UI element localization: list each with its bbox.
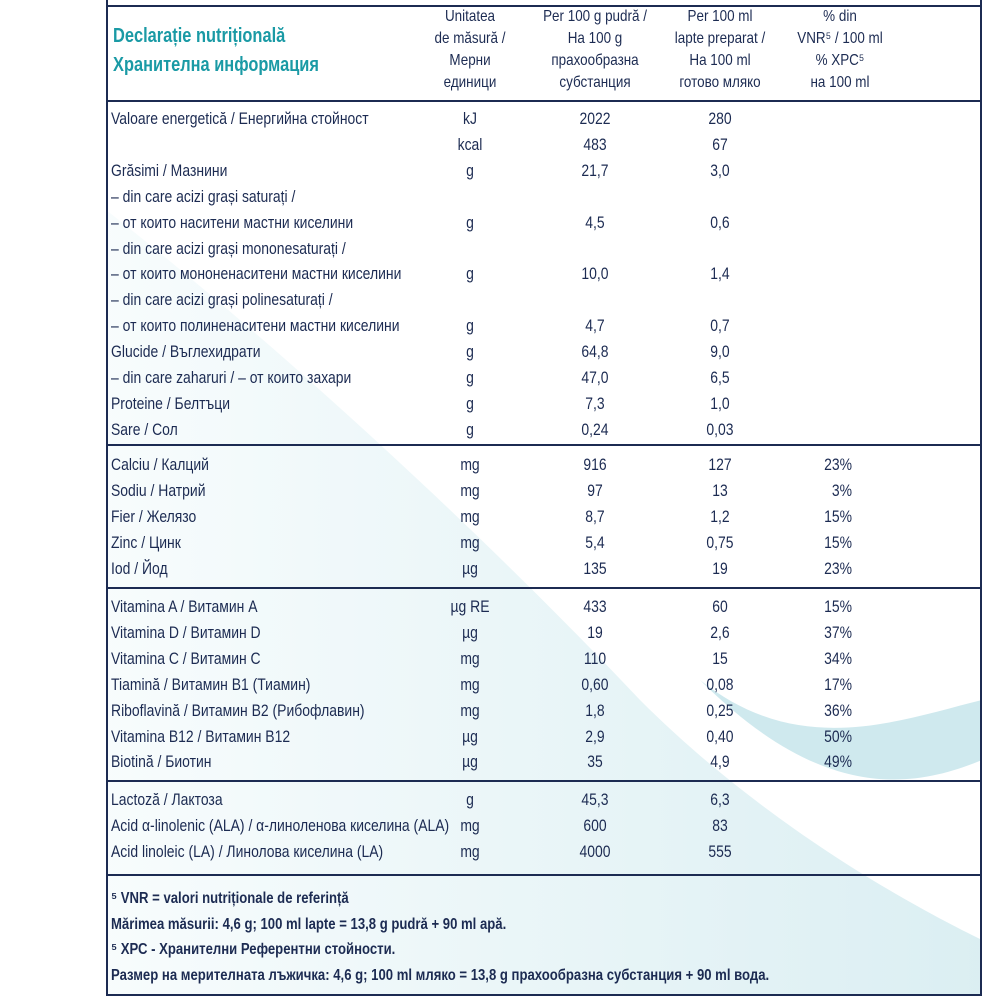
table-row: [0, 749, 1000, 775]
cell-p1: 433: [583, 597, 607, 616]
cell-p1: 4,5: [585, 212, 605, 232]
cell-unit: g: [466, 212, 474, 232]
table-row: [0, 530, 1000, 556]
header-line: VNR⁵ / 100 ml: [797, 30, 883, 47]
cell-label: – от които мононенаситени мастни киселини: [111, 264, 402, 284]
cell-label: Fier / Желязо: [111, 506, 197, 526]
table-title: [113, 22, 319, 80]
cell-p2: 0,75: [706, 532, 734, 552]
cell-p3: 23%: [824, 455, 852, 474]
column-header-unit: [428, 6, 512, 94]
header-line: % ХРС⁵: [815, 52, 865, 69]
cell-p1: 0,24: [581, 419, 609, 439]
cell-p1: 0,60: [581, 674, 609, 694]
cell-p3: 17%: [824, 674, 852, 694]
header-line: На 100 g: [567, 30, 623, 47]
cell-p1: 110: [583, 648, 607, 668]
cell-p2: 0,03: [706, 419, 734, 439]
table-row: [0, 452, 1000, 478]
table-row: [0, 236, 1000, 262]
cell-label: Iod / Йод: [111, 558, 168, 578]
cell-label: – din care zaharuri / – от които захари: [111, 368, 352, 387]
cell-unit: mg: [460, 700, 480, 720]
table-row: [0, 672, 1000, 698]
header-line: Per 100 g pudră /: [543, 8, 647, 25]
cell-p2: 280: [708, 109, 732, 128]
cell-p2: 1,2: [710, 506, 730, 526]
table-row: [0, 365, 1000, 391]
cell-unit: g: [466, 160, 474, 180]
cell-unit: mg: [460, 455, 480, 474]
cell-p2: 555: [708, 841, 732, 861]
header-line: Per 100 ml: [687, 8, 753, 25]
table-row: [0, 504, 1000, 530]
table-row: [0, 813, 1000, 839]
cell-label: Vitamina B12 / Витамин B12: [111, 726, 291, 746]
cell-unit: kcal: [457, 134, 483, 154]
cell-label: – din care acizi grași mononesaturați /: [111, 238, 346, 258]
cell-p1: 47,0: [581, 368, 609, 387]
cell-p3: 15%: [824, 532, 852, 552]
table-row: [0, 556, 1000, 582]
cell-p3: 15%: [824, 506, 852, 526]
header-line: прахообразна: [551, 52, 639, 69]
table-row: [0, 839, 1000, 865]
cell-unit: mg: [460, 532, 480, 552]
cell-unit: g: [466, 264, 474, 284]
table-row: [0, 698, 1000, 724]
cell-p2: 3,0: [710, 160, 730, 180]
cell-unit: mg: [460, 815, 480, 835]
cell-p1: 600: [583, 815, 607, 835]
cell-p1: 19: [587, 622, 603, 642]
table-row: [0, 132, 1000, 158]
cell-unit: µg: [462, 752, 478, 772]
cell-label: Sare / Сол: [111, 419, 178, 439]
cell-p1: 8,7: [585, 506, 605, 526]
cell-p3: 34%: [824, 648, 852, 668]
cell-p2: 0,25: [706, 700, 734, 720]
footnote-measure-bg: Размер на мерителната лъжичка: 4,6 g; 100 ml мляко = 13,8 g прахообразна субстанция + 90 ml вода.: [111, 966, 770, 984]
cell-label: Grăsimi / Мазнини: [111, 160, 228, 180]
cell-unit: mg: [460, 480, 480, 500]
cell-label: Vitamina C / Витамин C: [111, 648, 261, 668]
cell-label: Zinc / Цинк: [111, 532, 181, 552]
table-row: [0, 261, 1000, 287]
table-row: [0, 339, 1000, 365]
cell-p3: 23%: [824, 558, 852, 578]
cell-p2: 4,9: [710, 752, 730, 772]
cell-unit: mg: [460, 674, 480, 694]
cell-unit: g: [466, 316, 474, 336]
column-header-per-powder: [532, 6, 658, 94]
cell-p2: 0,7: [710, 316, 730, 336]
cell-p1: 7,3: [585, 393, 605, 413]
table-row: [0, 724, 1000, 750]
header-line: Мерни: [449, 52, 491, 69]
cell-p1: 483: [583, 134, 607, 154]
section-rule: [106, 587, 982, 589]
cell-label: Tiamină / Витамин B1 (Тиамин): [111, 674, 311, 694]
header-line: субстанция: [559, 74, 631, 91]
cell-unit: µg RE: [450, 597, 490, 616]
cell-label: Biotină / Биотин: [111, 752, 212, 772]
cell-p1: 916: [583, 455, 607, 474]
cell-p3: 3%: [831, 480, 852, 500]
cell-unit: µg: [462, 726, 478, 746]
section-rule: [106, 780, 982, 782]
cell-p2: 0,08: [706, 674, 734, 694]
header-line: На 100 ml: [689, 52, 751, 69]
cell-p2: 0,40: [706, 726, 734, 746]
cell-label: Riboflavină / Витамин B2 (Рибофлавин): [111, 700, 365, 720]
cell-p1: 10,0: [581, 264, 609, 284]
section-rule: [106, 874, 982, 876]
cell-p2: 15: [712, 648, 728, 668]
header-line: Unitatea: [444, 8, 496, 25]
cell-p3: 49%: [824, 752, 852, 772]
cell-label: Glucide / Въглехидрати: [111, 342, 261, 362]
cell-p2: 1,4: [710, 264, 730, 284]
table-row: [0, 417, 1000, 443]
cell-unit: g: [466, 342, 474, 362]
cell-label: Acid α-linolenic (ALA) / α-линоленова киселина (ALA): [111, 815, 450, 835]
header-line: единици: [443, 74, 497, 91]
table-row: [0, 620, 1000, 646]
table-row: [0, 313, 1000, 339]
cell-label: – от които наситени мастни киселини: [111, 212, 354, 232]
cell-p2: 9,0: [710, 342, 730, 362]
cell-p2: 67: [712, 134, 728, 154]
cell-p2: 6,5: [710, 368, 730, 387]
cell-p3: 36%: [824, 700, 852, 720]
table-row: [0, 787, 1000, 813]
table-row: [0, 287, 1000, 313]
cell-p1: 1,8: [585, 700, 605, 720]
footnote-measure-ro: Mărimea măsurii: 4,6 g; 100 ml lapte = 13,8 g pudră + 90 ml apă.: [111, 915, 507, 933]
table-row: [0, 158, 1000, 184]
title-bg: Хранителна информация: [113, 54, 319, 76]
table-row: [0, 478, 1000, 504]
table-row: [0, 391, 1000, 417]
cell-p1: 4000: [579, 841, 611, 861]
header-line: на 100 ml: [810, 74, 870, 91]
cell-label: – от които полиненаситени мастни киселини: [111, 316, 400, 336]
cell-label: Valoare energetică / Енергийна стойност: [111, 109, 369, 128]
cell-unit: mg: [460, 648, 480, 668]
cell-unit: mg: [460, 841, 480, 861]
cell-p2: 83: [712, 815, 728, 835]
cell-p2: 127: [708, 455, 732, 474]
column-header-per-milk: [657, 6, 783, 94]
cell-label: Acid linoleic (LA) / Линолова киселина (LA): [111, 841, 384, 861]
cell-p2: 13: [712, 480, 728, 500]
cell-unit: g: [466, 419, 474, 439]
cell-unit: mg: [460, 506, 480, 526]
cell-p2: 19: [712, 558, 728, 578]
cell-p1: 64,8: [581, 342, 609, 362]
cell-p1: 2022: [579, 109, 611, 128]
cell-p1: 5,4: [585, 532, 605, 552]
footnote-hrs: ⁵ ХРС - Хранителни Референтни стойности.: [111, 941, 396, 958]
cell-label: – din care acizi grași polinesaturați /: [111, 290, 333, 310]
cell-p3: 15%: [824, 597, 852, 616]
cell-unit: g: [466, 790, 474, 809]
cell-p2: 2,6: [710, 622, 730, 642]
cell-p1: 35: [587, 752, 603, 772]
column-header-percent: [785, 6, 894, 94]
title-ro: Declarație nutrițională: [113, 25, 286, 47]
cell-label: Vitamina A / Витамин A: [111, 597, 258, 616]
table-row: [0, 184, 1000, 210]
cell-unit: µg: [462, 622, 478, 642]
top-rule: [106, 5, 982, 7]
table-row: [0, 646, 1000, 672]
header-line: % din: [823, 8, 857, 25]
cell-p2: 1,0: [710, 393, 730, 413]
table-row: [0, 210, 1000, 236]
cell-label: Sodiu / Натрий: [111, 480, 206, 500]
section-rule: [106, 444, 982, 446]
cell-p1: 2,9: [585, 726, 605, 746]
header-rule: [106, 100, 982, 102]
cell-unit: µg: [462, 558, 478, 578]
footnote-vnr: ⁵ VNR = valori nutriționale de referință: [111, 890, 349, 907]
cell-p3: 37%: [824, 622, 852, 642]
cell-label: – din care acizi grași saturați /: [111, 186, 296, 206]
cell-p2: 0,6: [710, 212, 730, 232]
cell-label: Proteine / Белтъци: [111, 393, 230, 413]
header-line: готово мляко: [679, 74, 761, 91]
cell-p2: 60: [712, 597, 728, 616]
header-line: de măsură /: [434, 30, 506, 47]
footnotes: [111, 886, 914, 988]
cell-label: Calciu / Калций: [111, 455, 209, 474]
cell-p1: 21,7: [581, 160, 609, 180]
header-line: lapte preparat /: [674, 30, 766, 47]
cell-p1: 135: [583, 558, 607, 578]
cell-label: Lactoză / Лактоза: [111, 790, 223, 809]
cell-unit: kJ: [463, 109, 477, 128]
cell-p3: 50%: [824, 726, 852, 746]
cell-unit: g: [466, 368, 474, 387]
cell-p2: 6,3: [710, 790, 730, 809]
cell-unit: g: [466, 393, 474, 413]
cell-label: Vitamina D / Витамин D: [111, 622, 261, 642]
cell-p1: 4,7: [585, 316, 605, 336]
table-row: [0, 106, 1000, 132]
cell-p1: 45,3: [581, 790, 609, 809]
cell-p1: 97: [587, 480, 603, 500]
table-row: [0, 594, 1000, 620]
